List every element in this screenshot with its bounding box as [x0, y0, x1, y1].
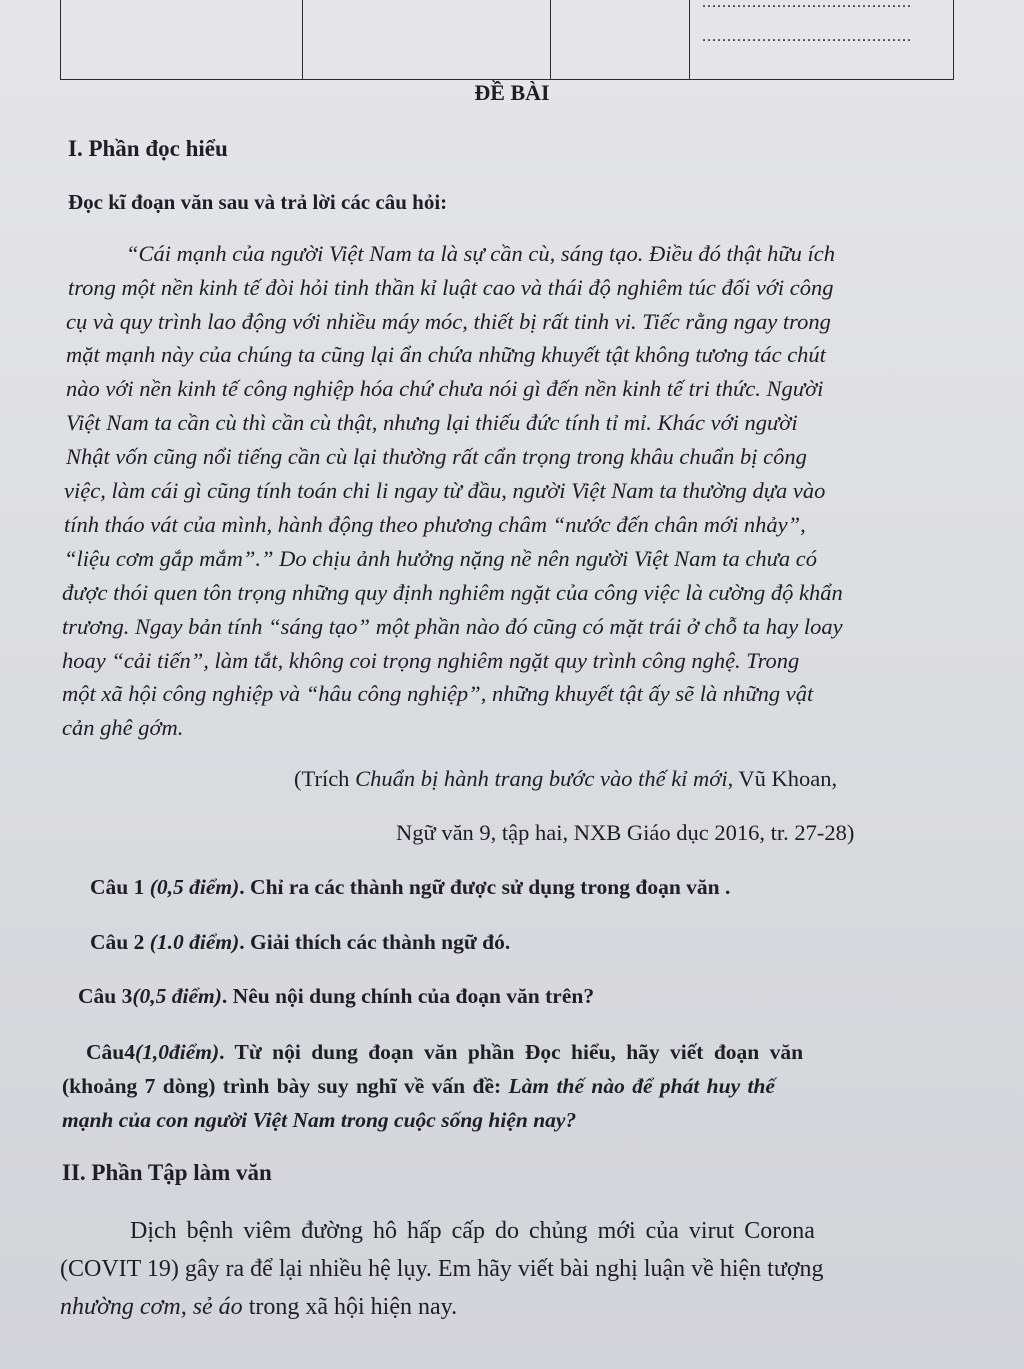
question-points: (0,5 điểm)	[132, 984, 222, 1008]
question-text: (khoảng 7 dòng) trình bày suy nghĩ về vấn đề:	[62, 1074, 509, 1098]
passage-line: việc, làm cái gì cũng tính toán chi li ngay từ đầu, người Việt Nam ta thường dựa vào	[64, 478, 826, 503]
question-4-line1	[86, 1040, 803, 1065]
question-label: Câu 2	[90, 930, 150, 954]
question-text: . Nêu nội dung chính của đoạn văn trên?	[221, 984, 595, 1008]
section2-heading: II. Phần Tập làm văn	[62, 1160, 272, 1185]
passage-line: được thói quen tôn trọng những quy định nghiêm ngặt của công việc là cường độ khẩn	[62, 580, 843, 605]
question-4-line2	[62, 1074, 775, 1099]
passage-line: mặt mạnh này của chúng ta cũng lại ẩn chứa những khuyết tật không tương tác chút	[66, 342, 826, 367]
passage-line: “Cái mạnh của người Việt Nam ta là sự cần cù, sáng tạo. Điều đó thật hữu ích	[126, 241, 835, 266]
passage-line: nào với nền kinh tế công nghiệp hóa chứ chưa nói gì đến nền kinh tế tri thức. Người	[66, 376, 824, 401]
question-text: . Chỉ ra các thành ngữ được sử dụng trong đoạn văn .	[239, 875, 731, 899]
source-author: , Vũ Khoan,	[727, 766, 838, 791]
source-prefix: (Trích	[294, 766, 356, 791]
essay-prompt-line	[60, 1294, 457, 1321]
dotted-line: ..........................................	[702, 28, 912, 45]
question-label: Câu 1	[90, 875, 150, 899]
header-cell-remarks	[690, 0, 953, 79]
source-book-title: Chuẩn bị hành trang bước vào thế kỉ mới	[355, 766, 728, 791]
question-text: . Từ nội dung đoạn văn phần Đọc hiểu, hãy viết đoạn văn	[219, 1040, 804, 1064]
essay-topic: nhường cơm, sẻ áo	[60, 1294, 243, 1320]
question-label: Câu 3	[78, 984, 133, 1008]
passage-line: một xã hội công nghiệp và “hâu công nghiệp”, những khuyết tật ấy sẽ là những vật	[62, 681, 814, 706]
essay-prompt-line: Dịch bệnh viêm đường hô hấp cấp do chủng mới của virut Corona	[130, 1218, 815, 1244]
question-text: . Giải thích các thành ngữ đó.	[239, 930, 511, 954]
header-table	[60, 0, 954, 80]
passage-line: trong một nền kinh tế đòi hỏi tinh thần kỉ luật cao và thái độ nghiêm túc đối với công	[68, 275, 834, 300]
essay-prompt-line: (COVIT 19) gây ra để lại nhiều hệ lụy. Em hãy viết bài nghị luận về hiện tượng	[60, 1256, 824, 1282]
question-points: (0,5 điểm)	[149, 875, 240, 899]
header-cell	[303, 0, 551, 79]
question-points: (1,0điểm)	[134, 1040, 220, 1064]
passage-line: cụ và quy trình lao động với nhiều máy móc, thiết bị rất tinh vi. Tiếc rằng ngay trong	[66, 309, 831, 334]
source-publication: Ngữ văn 9, tập hai, NXB Giáo dục 2016, tr. 27-28)	[396, 820, 855, 845]
passage-line: tính tháo vát của mình, hành động theo phương châm “nước đến chân mới nhảy”,	[64, 512, 806, 537]
dotted-line: ..........................................	[702, 0, 912, 11]
passage-line: trương. Ngay bản tính “sáng tạo” một phần nào đó cũng có mặt trái ở chỗ ta hay loay	[62, 614, 843, 639]
question-label: Câu4	[86, 1040, 135, 1064]
question-1	[90, 875, 730, 900]
passage-line: Việt Nam ta cần cù thì cần cù thật, nhưng lại thiếu đức tính tỉ mỉ. Khác với người	[66, 410, 798, 435]
passage-line: Nhật vốn cũng nổi tiếng cần cù lại thường rất cẩn trọng trong khâu chuẩn bị công	[66, 444, 807, 469]
question-topic: Làm thế nào để phát huy thế	[508, 1074, 775, 1098]
essay-prompt-rest: trong xã hội hiện nay.	[242, 1294, 458, 1320]
header-cell	[61, 0, 303, 79]
source-citation	[294, 766, 837, 792]
section1-instruction: Đọc kĩ đoạn văn sau và trả lời các câu hỏi:	[68, 190, 448, 214]
header-cell	[551, 0, 690, 79]
question-3	[78, 984, 594, 1009]
question-4-line3: mạnh của con người Việt Nam trong cuộc sống hiện nay?	[62, 1108, 577, 1132]
passage-line: cản ghê gớm.	[62, 715, 184, 740]
passage-line: “liệu cơm gắp mắm”.” Do chịu ảnh hưởng nặng nề nên người Việt Nam ta chưa có	[64, 546, 817, 571]
question-2	[90, 930, 510, 955]
passage-line: hoay “cải tiến”, làm tắt, không coi trọng nghiêm ngặt quy trình công nghệ. Trong	[62, 648, 800, 673]
question-points: (1.0 điểm)	[149, 930, 240, 954]
section1-heading: I. Phần đọc hiểu	[68, 136, 228, 161]
exam-title: ĐỀ BÀI	[474, 80, 550, 105]
